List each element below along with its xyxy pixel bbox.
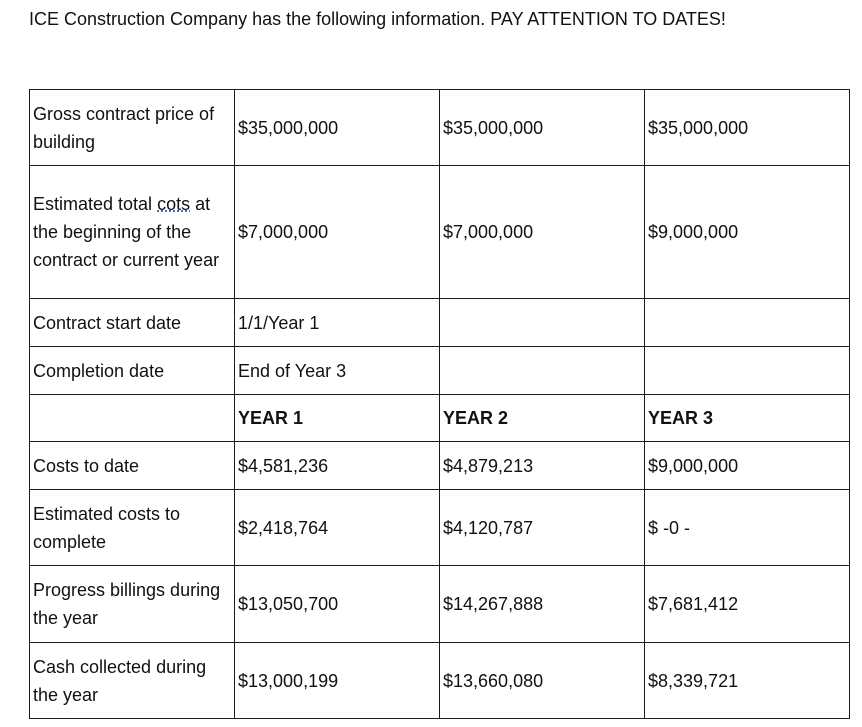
table-cell: $4,120,787 xyxy=(440,490,645,566)
page-heading: ICE Construction Company has the following information. PAY ATTENTION TO DATES! xyxy=(29,9,726,29)
table-cell: $4,581,236 xyxy=(235,442,440,490)
year-header: YEAR 1 xyxy=(235,395,440,442)
table-cell xyxy=(440,299,645,347)
row-label-part: Estimated total xyxy=(33,194,158,214)
table-cell: $14,267,888 xyxy=(440,566,645,643)
table-cell: $7,681,412 xyxy=(645,566,850,643)
table-row-contract-start-date xyxy=(30,299,850,347)
table-cell xyxy=(645,299,850,347)
row-label-part: at the beginning of the contract or current year xyxy=(33,194,220,270)
row-label xyxy=(30,166,235,299)
table-cell xyxy=(645,347,850,395)
table-cell: $35,000,000 xyxy=(440,90,645,166)
table-row-costs-to-date xyxy=(30,442,850,490)
year-header: YEAR 2 xyxy=(440,395,645,442)
table-cell: $35,000,000 xyxy=(645,90,850,166)
row-label: Completion date xyxy=(30,347,235,395)
table-row-year-headers xyxy=(30,395,850,442)
table-cell: 1/1/Year 1 xyxy=(235,299,440,347)
row-label: Gross contract price of building xyxy=(30,90,235,166)
row-label: Cash collected during the year xyxy=(30,643,235,719)
row-label: Estimated costs to complete xyxy=(30,490,235,566)
table-row-progress-billings xyxy=(30,566,850,643)
table-cell: $7,000,000 xyxy=(440,166,645,299)
table-cell: $7,000,000 xyxy=(235,166,440,299)
table-cell: $13,000,199 xyxy=(235,643,440,719)
row-label xyxy=(30,395,235,442)
row-label: Progress billings during the year xyxy=(30,566,235,643)
table-cell: $35,000,000 xyxy=(235,90,440,166)
table-cell: $9,000,000 xyxy=(645,166,850,299)
table-row-gross-contract-price xyxy=(30,90,850,166)
table-cell: End of Year 3 xyxy=(235,347,440,395)
table-cell: $ -0 - xyxy=(645,490,850,566)
row-label: Costs to date xyxy=(30,442,235,490)
table-cell: $8,339,721 xyxy=(645,643,850,719)
table-cell: $2,418,764 xyxy=(235,490,440,566)
table-cell xyxy=(440,347,645,395)
table-cell: $13,660,080 xyxy=(440,643,645,719)
row-label: Contract start date xyxy=(30,299,235,347)
year-header: YEAR 3 xyxy=(645,395,850,442)
table-row-estimated-costs-to-complete xyxy=(30,490,850,566)
table-cell: $13,050,700 xyxy=(235,566,440,643)
table-row-cash-collected xyxy=(30,643,850,719)
table-cell: $9,000,000 xyxy=(645,442,850,490)
contract-info-table xyxy=(29,89,850,719)
table-cell: $4,879,213 xyxy=(440,442,645,490)
spellcheck-flagged-word[interactable]: cots xyxy=(157,194,191,214)
table-row-estimated-total-costs xyxy=(30,166,850,299)
table-row-completion-date xyxy=(30,347,850,395)
